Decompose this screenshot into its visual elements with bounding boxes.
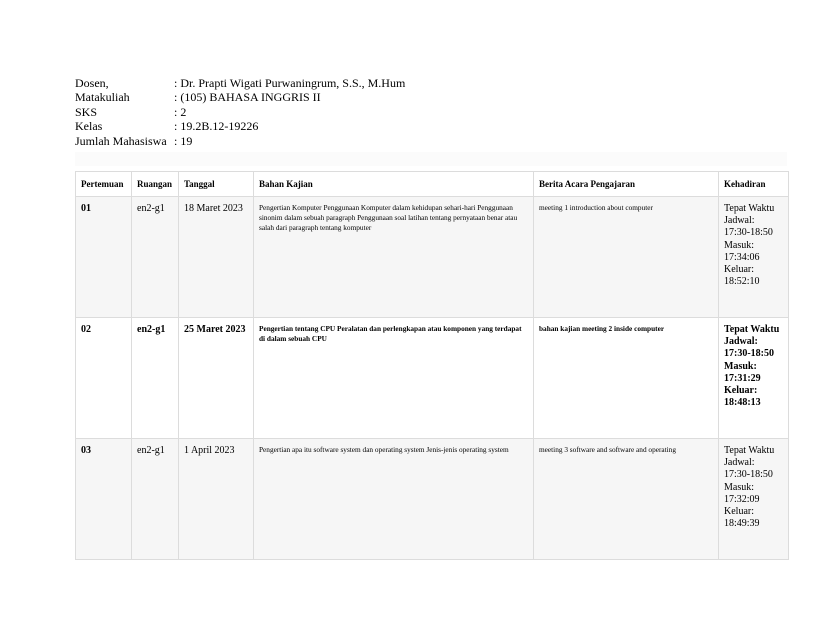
kehadiran-status: Tepat Waktu bbox=[724, 445, 775, 456]
cell-bahan-kajian: Pengertian tentang CPU Peralatan dan perlengkapan atau komponen yang terdapat di dalam sebuah CPU bbox=[254, 318, 534, 439]
header-tanggal: Tanggal bbox=[179, 172, 254, 197]
course-info bbox=[75, 76, 405, 148]
matakuliah-value: : (105) BAHASA INGGRIS II bbox=[174, 90, 321, 105]
info-row-dosen bbox=[75, 76, 405, 90]
matakuliah-label: Matakuliah bbox=[75, 90, 130, 105]
cell-bahan-kajian: Pengertian apa itu software system dan operating system Jenis-jenis operating system bbox=[254, 439, 534, 560]
kehadiran-keluar-label: Keluar: bbox=[724, 385, 758, 397]
dosen-label: Dosen, bbox=[75, 76, 109, 90]
kehadiran-status: Tepat Waktu bbox=[724, 203, 775, 214]
cell-pertemuan: 01 bbox=[76, 197, 132, 318]
cell-tanggal: 25 Maret 2023 bbox=[179, 318, 254, 439]
cell-ruangan: en2-g1 bbox=[132, 439, 179, 560]
info-row-jumlah bbox=[75, 134, 405, 148]
table-row bbox=[76, 439, 789, 560]
kehadiran-jadwal-label: Jadwal: bbox=[724, 215, 755, 227]
kehadiran-masuk-value: 17:32:09 bbox=[724, 493, 760, 505]
table-row bbox=[76, 318, 789, 439]
separator-band bbox=[75, 152, 787, 166]
dosen-value: : Dr. Prapti Wigati Purwaningrum, S.S., M.Hum bbox=[174, 76, 406, 90]
kehadiran-jadwal-value: 17:30-18:50 bbox=[724, 469, 773, 481]
kehadiran-masuk-label: Masuk: bbox=[724, 239, 754, 251]
cell-kehadiran bbox=[719, 318, 789, 439]
kehadiran-keluar-value: 18:49:39 bbox=[724, 518, 760, 530]
kehadiran-keluar-value: 18:48:13 bbox=[724, 397, 761, 409]
kehadiran-masuk-label: Masuk: bbox=[724, 360, 757, 372]
kelas-value: : 19.2B.12-19226 bbox=[174, 119, 259, 134]
kehadiran-jadwal-label: Jadwal: bbox=[724, 457, 755, 469]
header-bahan-kajian: Bahan Kajian bbox=[254, 172, 534, 197]
cell-tanggal: 1 April 2023 bbox=[179, 439, 254, 560]
cell-ruangan: en2-g1 bbox=[132, 197, 179, 318]
kehadiran-keluar-label: Keluar: bbox=[724, 264, 754, 276]
jumlah-value: : 19 bbox=[174, 133, 193, 148]
header-kehadiran: Kehadiran bbox=[719, 172, 789, 197]
sks-label: SKS bbox=[75, 104, 98, 119]
kehadiran-keluar-label: Keluar: bbox=[724, 506, 754, 518]
cell-tanggal: 18 Maret 2023 bbox=[179, 197, 254, 318]
info-row-sks bbox=[75, 105, 405, 119]
cell-berita-acara: bahan kajian meeting 2 inside computer bbox=[534, 318, 719, 439]
kehadiran-masuk-value: 17:31:29 bbox=[724, 372, 761, 384]
info-row-kelas bbox=[75, 119, 405, 133]
sks-value: : 2 bbox=[174, 104, 187, 119]
info-row-matakuliah bbox=[75, 90, 405, 104]
kehadiran-status: Tepat Waktu bbox=[724, 324, 780, 335]
jumlah-label: Jumlah Mahasiswa bbox=[75, 133, 167, 148]
cell-berita-acara: meeting 3 software and software and operating bbox=[534, 439, 719, 560]
kehadiran-masuk-value: 17:34:06 bbox=[724, 251, 760, 263]
kelas-label: Kelas bbox=[75, 119, 103, 134]
kehadiran-jadwal-value: 17:30-18:50 bbox=[724, 348, 774, 360]
header-ruangan: Ruangan bbox=[132, 172, 179, 197]
kehadiran-keluar-value: 18:52:10 bbox=[724, 276, 760, 288]
cell-kehadiran bbox=[719, 439, 789, 560]
table-header-row bbox=[76, 172, 789, 197]
kehadiran-jadwal-value: 17:30-18:50 bbox=[724, 227, 773, 239]
cell-kehadiran bbox=[719, 197, 789, 318]
header-pertemuan: Pertemuan bbox=[76, 172, 132, 197]
schedule-table bbox=[75, 171, 789, 560]
kehadiran-masuk-label: Masuk: bbox=[724, 481, 754, 493]
cell-berita-acara: meeting 1 introduction about computer bbox=[534, 197, 719, 318]
table-row bbox=[76, 197, 789, 318]
cell-pertemuan: 02 bbox=[76, 318, 132, 439]
cell-pertemuan: 03 bbox=[76, 439, 132, 560]
kehadiran-jadwal-label: Jadwal: bbox=[724, 336, 758, 348]
cell-ruangan: en2-g1 bbox=[132, 318, 179, 439]
cell-bahan-kajian: Pengertian Komputer Penggunaan Komputer dalam kehidupan sehari-hari Penggunaan sinonim dalam sebuah paragraph Penggunaan soal latihan tentang pernyataan benar atau salah dari paragraph tentang komputer bbox=[254, 197, 534, 318]
header-berita-acara: Berita Acara Pengajaran bbox=[534, 172, 719, 197]
